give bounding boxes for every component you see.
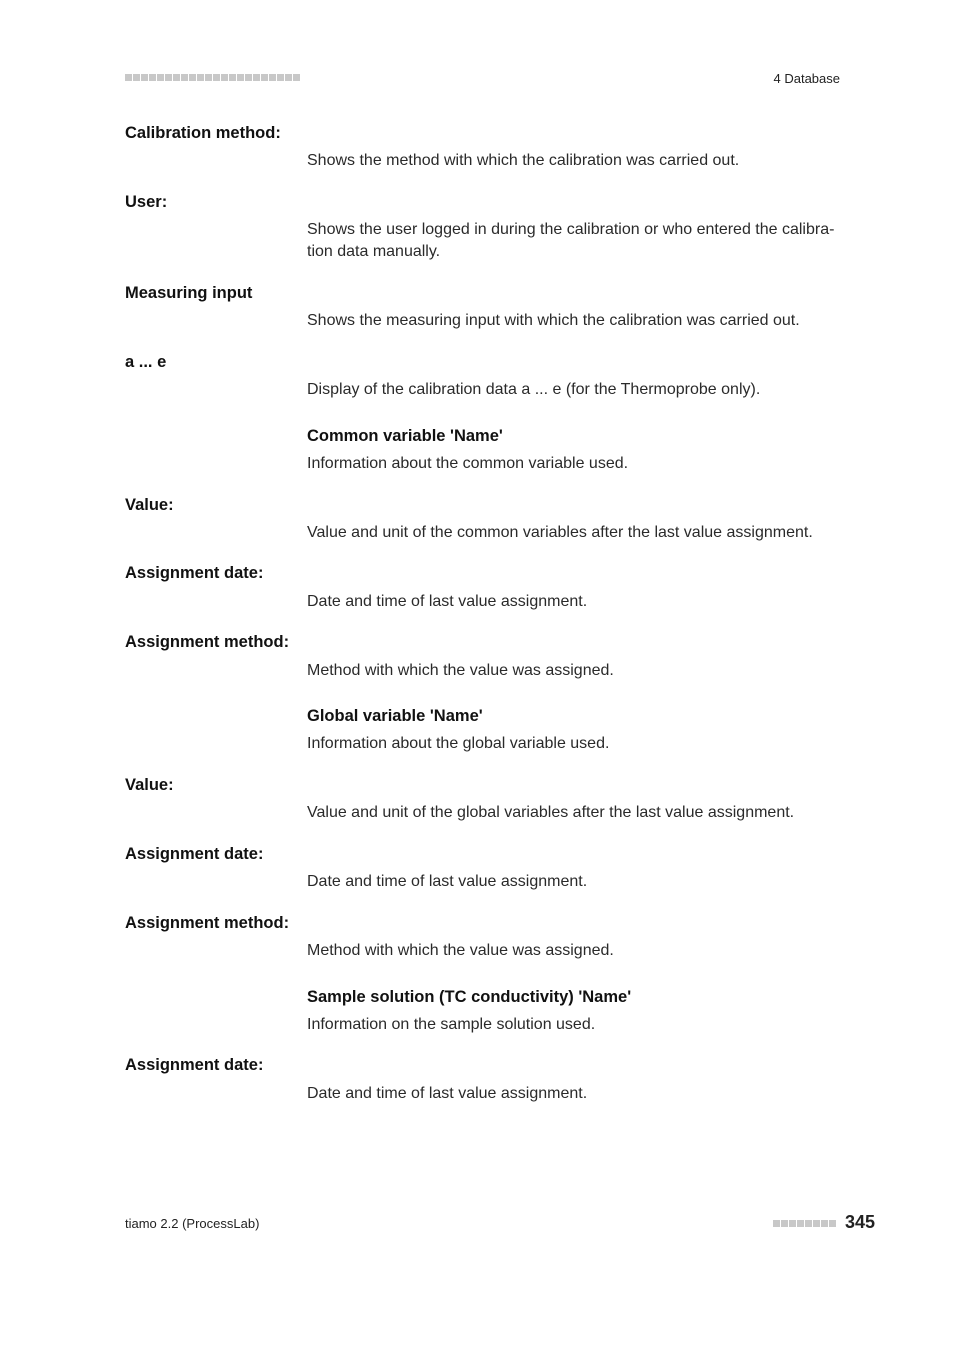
footer-decoration xyxy=(773,1220,836,1227)
desc-global-assignment-method: Method with which the value was assigned. xyxy=(307,942,614,959)
heading-sample-solution: Sample solution (TC conductivity) 'Name' xyxy=(307,988,632,1006)
term-global-assignment-method: Assignment method: xyxy=(125,914,290,932)
desc-measuring-input: Shows the measuring input with which the calibration was carried out. xyxy=(307,312,800,329)
desc-sample-assignment-date: Date and time of last value assignment. xyxy=(307,1085,588,1102)
intro-global-variable: Information about the global variable used. xyxy=(307,735,610,752)
desc-user: Shows the user logged in during the calibration or who entered the calibra-tion data manually. xyxy=(307,221,835,260)
term-common-assignment-method: Assignment method: xyxy=(125,633,290,651)
heading-common-variable: Common variable 'Name' xyxy=(307,427,503,445)
term-calibration-method: Calibration method: xyxy=(125,124,281,142)
desc-calibration-method: Shows the method with which the calibration was carried out. xyxy=(307,152,740,169)
term-common-value: Value: xyxy=(125,496,174,514)
footer-product: tiamo 2.2 (ProcessLab) xyxy=(125,1216,260,1231)
desc-common-assignment-method: Method with which the value was assigned. xyxy=(307,662,614,679)
desc-common-value: Value and unit of the common variables after the last value assignment. xyxy=(307,524,813,541)
intro-common-variable: Information about the common variable used. xyxy=(307,455,629,472)
page-number: 345 xyxy=(845,1212,876,1232)
header-decoration xyxy=(125,74,300,81)
term-common-assignment-date: Assignment date: xyxy=(125,564,264,582)
running-header-section: 4 Database xyxy=(773,71,840,86)
term-measuring-input: Measuring input xyxy=(125,284,253,302)
desc-global-assignment-date: Date and time of last value assignment. xyxy=(307,873,588,890)
desc-global-value: Value and unit of the global variables after the last value assignment. xyxy=(307,804,795,821)
intro-sample-solution: Information on the sample solution used. xyxy=(307,1016,596,1033)
desc-a-e: Display of the calibration data a ... e (for the Thermoprobe only). xyxy=(307,381,761,398)
term-global-value: Value: xyxy=(125,776,174,794)
term-user: User: xyxy=(125,193,168,211)
desc-common-assignment-date: Date and time of last value assignment. xyxy=(307,593,588,610)
term-sample-assignment-date: Assignment date: xyxy=(125,1056,264,1074)
term-global-assignment-date: Assignment date: xyxy=(125,845,264,863)
heading-global-variable: Global variable 'Name' xyxy=(307,707,483,725)
term-a-e: a ... e xyxy=(125,353,167,371)
